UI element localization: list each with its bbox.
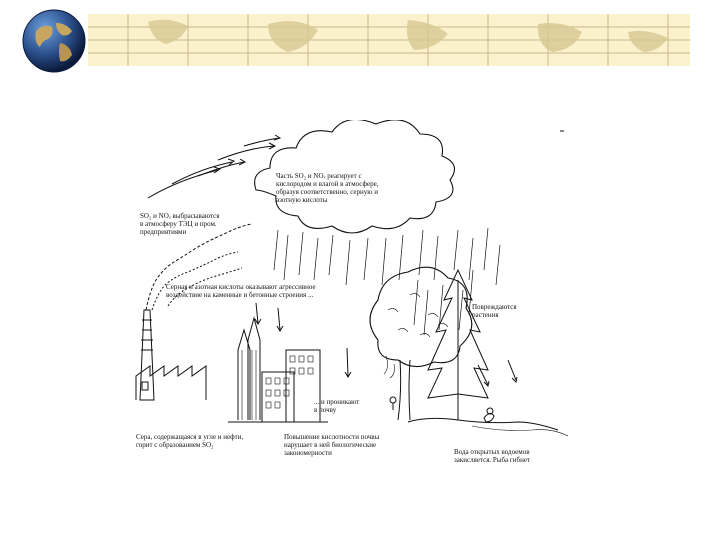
label-emission: SO₂ и NOₓ выбрасываются в атмосферу ТЭЦ и пром. предприятиями bbox=[140, 212, 220, 236]
deciduous-tree bbox=[370, 267, 472, 420]
conifer-tree bbox=[428, 270, 488, 420]
label-soil: ... и проникают в почву bbox=[314, 398, 360, 414]
label-water: Вода открытых водоемов закисляется. Рыба гибнет bbox=[454, 448, 531, 464]
label-sulfur: Сера, содержащаяся в угле и нефти, горит с образованием SO₂ bbox=[136, 433, 244, 449]
wind-arrows bbox=[148, 135, 280, 198]
acid-rain-diagram bbox=[128, 120, 568, 470]
label-plants: Повреждаются растения bbox=[472, 303, 517, 319]
down-arrows bbox=[255, 303, 351, 377]
cathedral bbox=[238, 318, 260, 420]
label-acids: Серная и азотная кислоты оказывают агрессивное воздействие на каменные и бетонные строения ... bbox=[166, 283, 316, 299]
fish bbox=[484, 413, 494, 422]
world-map-pattern bbox=[88, 14, 690, 66]
factory bbox=[136, 310, 206, 400]
globe-icon bbox=[22, 9, 86, 73]
buildings bbox=[228, 350, 328, 422]
label-acidity: Повышение кислотности почвы нарушает в ней биологические закономерности bbox=[284, 433, 380, 457]
header-map-band bbox=[88, 14, 690, 66]
label-reaction: Часть SO₂ и NOₓ реагирует с кислородом и влагой в атмосфере, образуя соответственно, серную и азотную кислоты bbox=[276, 172, 379, 204]
